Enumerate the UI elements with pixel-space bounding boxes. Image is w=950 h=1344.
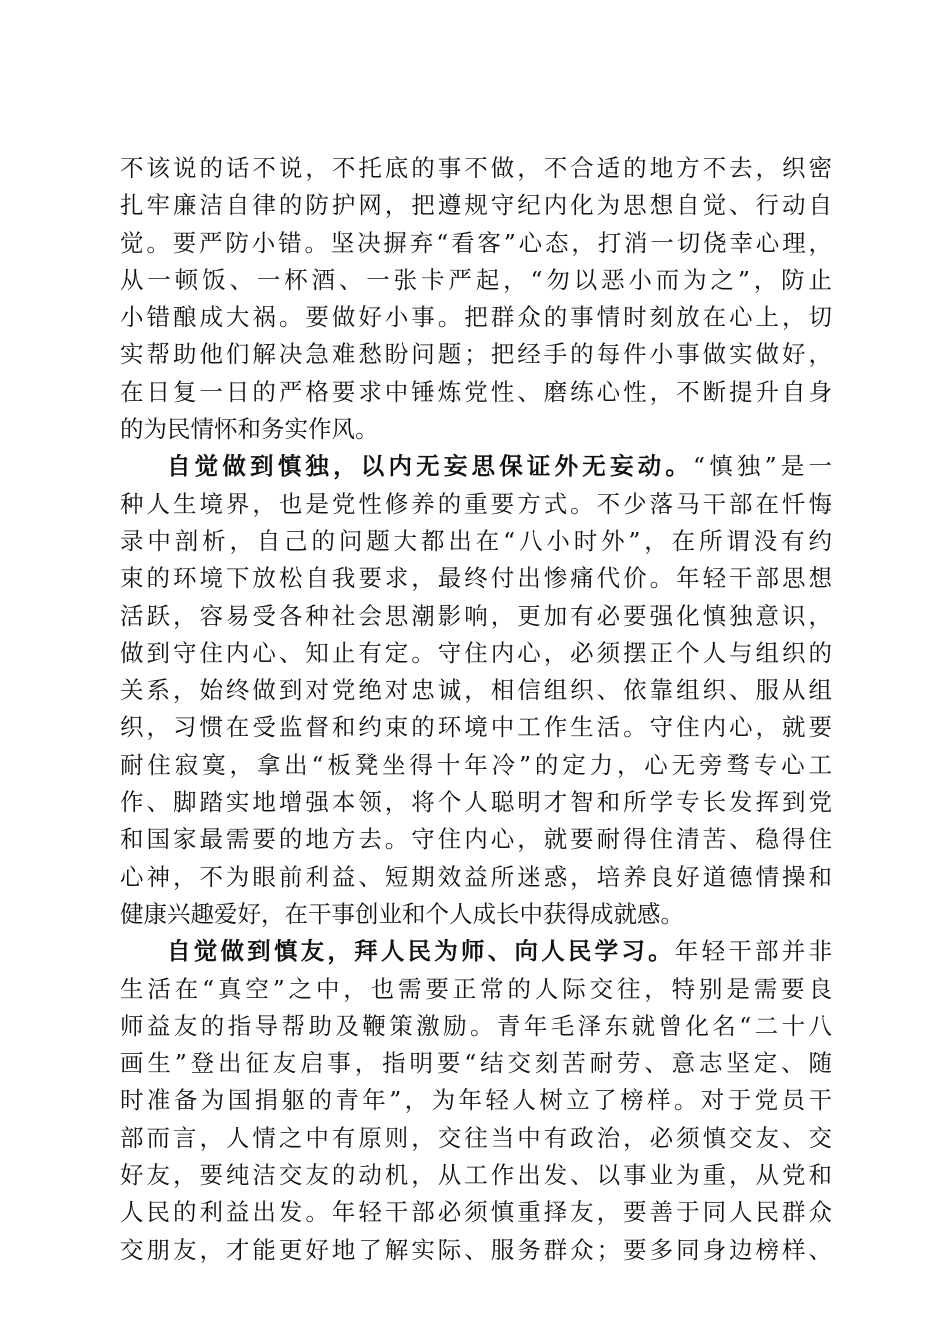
text-line: 觉。要严防小错。坚决摒弃“看客”心态，打消一切侥幸心理， <box>120 228 832 257</box>
text-line: 在日复一日的严格要求中锤炼党性、磨练心性，不断提升自身 <box>120 377 832 406</box>
text-line: 从一顿饭、一杯酒、一张卡严起，“勿以恶小而为之”，防止 <box>120 265 832 294</box>
text-line: 耐住寂寞，拿出“板凳坐得十年冷”的定力，心无旁骛专心工 <box>120 750 832 779</box>
text-line: 织，习惯在受监督和约束的环境中工作生活。守住内心，就要 <box>120 713 832 742</box>
text-line: 和国家最需要的地方去。守住内心，就要耐得住清苦、稳得住 <box>120 825 832 854</box>
document-page <box>120 150 832 1269</box>
paragraph-2 <box>120 448 832 933</box>
text-line: 活跃，容易受各种社会思潮影响，更加有必要强化慎独意识， <box>120 601 832 630</box>
text-line: 束的环境下放松自我要求，最终付出惨痛代价。年轻干部思想 <box>120 564 832 593</box>
text-line: 作、脚踏实地增强本领，将个人聪明才智和所学专长发挥到党 <box>120 788 832 817</box>
paragraph-first-line <box>120 933 832 970</box>
text-line: 人民的利益出发。年轻干部必须慎重择友，要善于同人民群众 <box>120 1198 832 1227</box>
paragraph-first-line-rest: 年轻干部并非 <box>674 937 833 966</box>
text-line: 做到守住内心、知止有定。守住内心，必须摆正个人与组织的 <box>120 638 832 667</box>
text-line: 交朋友，才能更好地了解实际、服务群众；要多同身边榜样、 <box>120 1235 832 1264</box>
paragraph-1 <box>120 150 832 448</box>
text-line: 不该说的话不说，不托底的事不做，不合适的地方不去，织密 <box>120 154 832 182</box>
paragraph-3 <box>120 933 832 1269</box>
text-line: 时准备为国捐躯的青年”，为年轻人树立了榜样。对于党员干 <box>120 1086 832 1115</box>
text-line: 生活在“真空”之中，也需要正常的人际交往，特别是需要良 <box>120 974 832 1003</box>
text-line: 心神，不为眼前利益、短期效益所迷惑，培养良好道德情操和 <box>120 862 832 891</box>
text-line: 部而言，人情之中有原则，交往当中有政治，必须慎交友、交 <box>120 1123 832 1152</box>
text-line: 关系，始终做到对党绝对忠诚，相信组织、依靠组织、服从组 <box>120 676 832 705</box>
text-line: 小错酿成大祸。要做好小事。把群众的事情时刻放在心上，切 <box>120 303 832 332</box>
text-line: 好友，要纯洁交友的动机，从工作出发、以事业为重，从党和 <box>120 1161 832 1190</box>
text-line: 的为民情怀和务实作风。 <box>120 415 379 444</box>
paragraph-first-line <box>120 448 832 485</box>
text-line: 师益友的指导帮助及鞭策激励。青年毛泽东就曾化名“二十八 <box>120 1011 832 1040</box>
text-line: 录中剖析，自己的问题大都出在“八小时外”，在所谓没有约 <box>120 526 832 555</box>
text-line: 种人生境界，也是党性修养的重要方式。不少落马干部在忏悔 <box>120 489 832 518</box>
text-line: 扎牢廉洁自律的防护网，把遵规守纪内化为思想自觉、行动自 <box>120 191 832 220</box>
paragraph-first-line-rest: “慎独”是一 <box>693 452 833 481</box>
text-line: 健康兴趣爱好，在干事创业和个人成长中获得成就感。 <box>120 899 684 928</box>
text-line: 画生”登出征友启事，指明要“结交刻苦耐劳、意志坚定、随 <box>120 1049 832 1078</box>
paragraph-heading: 自觉做到慎友，拜人民为师、向人民学习。 <box>167 937 675 966</box>
paragraph-heading: 自觉做到慎独，以内无妄思保证外无妄动。 <box>167 452 694 481</box>
text-line: 实帮助他们解决急难愁盼问题；把经手的每件小事做实做好， <box>120 340 832 369</box>
